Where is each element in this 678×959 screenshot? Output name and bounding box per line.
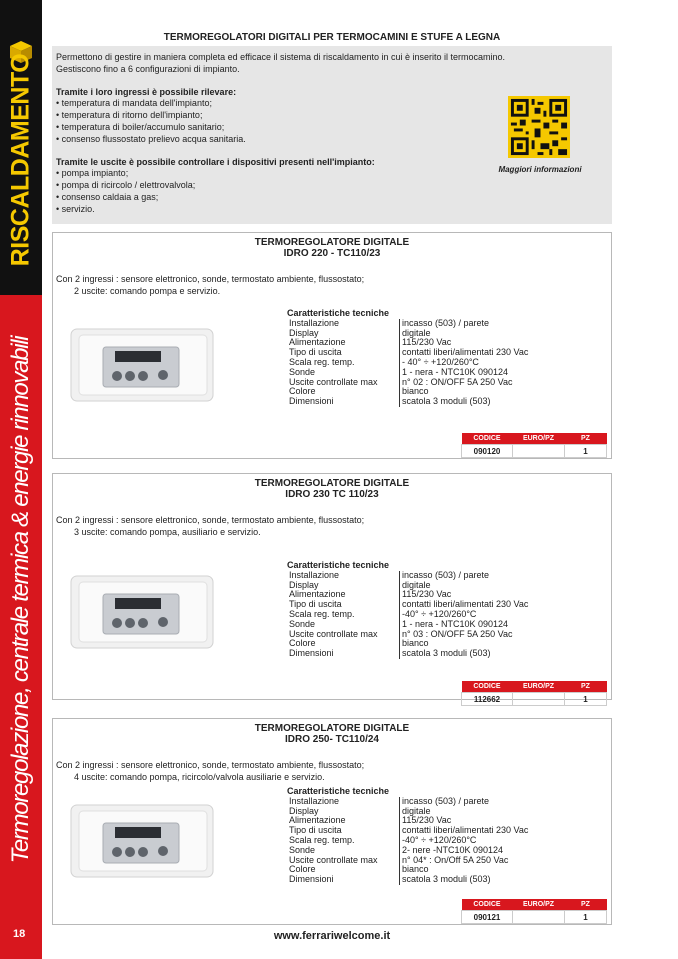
spec-key: Installazione: [287, 319, 400, 329]
spec-key: Uscite controllate max: [287, 630, 400, 640]
spec-value: - 40° ÷ +120/260°C: [402, 356, 479, 367]
spec-key: Colore: [287, 387, 400, 397]
spec-value: scatola 3 moduli (503): [402, 396, 491, 407]
spec-key: Colore: [287, 865, 400, 875]
product-code: 090121: [462, 911, 513, 924]
product-description: [56, 273, 364, 297]
qr-caption[interactable]: Maggiori informazioni: [498, 165, 582, 174]
spec-key: Sonde: [287, 620, 400, 630]
spec-table: [287, 571, 528, 659]
product-title: [53, 237, 611, 259]
spec-value: bianco: [402, 864, 429, 875]
qty-header: PZ: [565, 681, 607, 693]
spec-key: Sonde: [287, 368, 400, 378]
spec-block: [287, 561, 528, 659]
product-title-line1: TERMOREGOLATORE DIGITALE: [254, 723, 410, 734]
spec-value: 115/230 Vac: [402, 337, 452, 348]
order-table: [461, 433, 607, 458]
intro-panel: [52, 46, 612, 224]
spec-value: contatti liberi/alimentati 230 Vac: [402, 347, 529, 358]
spec-value: digitale: [402, 327, 431, 338]
spec-key: Tipo di uscita: [287, 348, 400, 358]
product-description: [56, 759, 364, 783]
product-outputs: 3 uscite: comando pompa, ausiliario e servizio.: [74, 527, 261, 537]
page-title: TERMOREGOLATORI DIGITALI PER TERMOCAMINI E STUFE A LEGNA: [163, 32, 501, 43]
product-model: IDRO 230 TC 110/23: [285, 489, 379, 500]
spec-value: 115/230 Vac: [402, 815, 452, 826]
detect-item: • consenso flussostato prelievo acqua sanitaria.: [56, 133, 246, 144]
detect-item: • temperatura di ritorno dell'impianto;: [56, 110, 203, 121]
spec-value: scatola 3 moduli (503): [402, 874, 491, 885]
spec-key: Dimensioni: [287, 875, 400, 885]
product-card: [52, 473, 612, 704]
spec-key: Scala reg. temp.: [287, 836, 400, 846]
spec-key: Dimensioni: [287, 397, 400, 407]
product-price: [513, 693, 565, 706]
spec-value: contatti liberi/alimentati 230 Vac: [402, 599, 529, 610]
code-header: CODICE: [462, 433, 513, 445]
spec-value: digitale: [402, 805, 431, 816]
spec-key: Display: [287, 807, 400, 817]
detect-item: • temperatura di mandata dell'impianto;: [56, 98, 212, 109]
product-outputs: 4 uscite: comando pompa, ricircolo/valvola ausiliarie e servizio.: [74, 772, 325, 782]
spec-table: [287, 319, 528, 407]
spec-value: bianco: [402, 638, 429, 649]
control-item: • consenso caldaia a gas;: [56, 191, 159, 202]
control-item: • pompa di ricircolo / elettrovalvola;: [56, 180, 196, 191]
product-price: [513, 911, 565, 924]
spec-key: Alimentazione: [287, 338, 400, 348]
spec-value: -40° ÷ +120/260°C: [402, 834, 477, 845]
spec-value: digitale: [402, 579, 431, 590]
spec-value: 2- nere -NTC10K 090124: [402, 844, 504, 855]
spec-key: Scala reg. temp.: [287, 610, 400, 620]
spec-value: contatti liberi/alimentati 230 Vac: [402, 825, 529, 836]
spec-key: Installazione: [287, 797, 400, 807]
product-title: [53, 478, 611, 500]
spec-key: Colore: [287, 639, 400, 649]
code-header: CODICE: [462, 899, 513, 911]
intro-text-1: Permettono di gestire in maniera completa ed efficace il sistema di riscaldamento in cui è inserito il termocamino.: [56, 52, 506, 62]
page-number: 18: [13, 928, 26, 940]
spec-key: Tipo di uscita: [287, 826, 400, 836]
spec-key: Installazione: [287, 571, 400, 581]
spec-key: Alimentazione: [287, 816, 400, 826]
spec-heading: Caratteristiche tecniche: [287, 308, 390, 318]
spec-key: Display: [287, 581, 400, 591]
spec-value: n° 03 : ON/OFF 5A 250 Vac: [402, 628, 513, 639]
qr-code-icon[interactable]: [508, 96, 570, 158]
spec-block: [287, 309, 528, 407]
sidebar-category: RISCALDAMENTO: [6, 53, 35, 267]
spec-heading: Caratteristiche tecniche: [287, 786, 390, 796]
spec-key: Display: [287, 329, 400, 339]
qty-header: PZ: [565, 899, 607, 911]
intro-text-2: Gestiscono fino a 6 configurazioni di impianto.: [56, 63, 240, 74]
thermostat-image: [69, 801, 215, 881]
control-title: Tramite le uscite è possibile controllare i dispositivi presenti nell'impianto:: [56, 156, 375, 167]
product-inputs: Con 2 ingressi : sensore elettronico, sonde, termostato ambiente, flussostato;: [56, 274, 365, 284]
thermostat-image: [69, 325, 215, 405]
qty-header: PZ: [565, 433, 607, 445]
spec-value: n° 04* : On/Off 5A 250 Vac: [402, 854, 509, 865]
product-price: [513, 445, 565, 458]
order-table: [461, 899, 607, 924]
spec-key: Sonde: [287, 846, 400, 856]
product-title-line1: TERMOREGOLATORE DIGITALE: [254, 478, 410, 489]
product-title-line1: TERMOREGOLATORE DIGITALE: [254, 237, 410, 248]
spec-key: Alimentazione: [287, 590, 400, 600]
thermostat-image: [69, 572, 215, 652]
price-header: EURO/PZ: [513, 899, 565, 911]
detect-title: Tramite i loro ingressi è possibile rilevare:: [56, 86, 237, 97]
product-code: 112662: [462, 693, 513, 706]
spec-value: bianco: [402, 386, 429, 397]
spec-heading: Caratteristiche tecniche: [287, 560, 390, 570]
spec-key: Tipo di uscita: [287, 600, 400, 610]
product-model: IDRO 220 - TC110/23: [283, 248, 381, 259]
spec-value: incasso (503) / parete: [402, 569, 490, 580]
spec-value: -40° ÷ +120/260°C: [402, 608, 477, 619]
code-header: CODICE: [462, 681, 513, 693]
control-item: • servizio.: [56, 203, 95, 214]
spec-value: 1 - nera - NTC10K 090124: [402, 366, 509, 377]
price-header: EURO/PZ: [513, 681, 565, 693]
spec-key: Uscite controllate max: [287, 378, 400, 388]
spec-table: [287, 797, 528, 885]
spec-key: Uscite controllate max: [287, 856, 400, 866]
website-link[interactable]: www.ferrariwelcome.it: [273, 930, 391, 942]
spec-value: n° 02 : ON/OFF 5A 250 Vac: [402, 376, 513, 387]
product-model: IDRO 250- TC110/24: [285, 734, 379, 745]
product-title: [53, 723, 611, 745]
product-qty: 1: [565, 445, 607, 458]
product-card: [52, 718, 612, 925]
sidebar-tagline: Termoregolazione, centrale termica & energie rinnovabili: [7, 336, 34, 864]
product-inputs: Con 2 ingressi : sensore elettronico, sonde, termostato ambiente, flussostato;: [56, 760, 365, 770]
spec-value: 1 - nera - NTC10K 090124: [402, 618, 509, 629]
price-header: EURO/PZ: [513, 433, 565, 445]
product-inputs: Con 2 ingressi : sensore elettronico, sonde, termostato ambiente, flussostato;: [56, 515, 365, 525]
spec-key: Scala reg. temp.: [287, 358, 400, 368]
product-description: [56, 514, 364, 538]
spec-block: [287, 787, 528, 885]
detect-item: • temperatura di boiler/accumulo sanitario;: [56, 121, 225, 132]
spec-value: incasso (503) / parete: [402, 317, 490, 328]
spec-value: 115/230 Vac: [402, 589, 452, 600]
product-code: 090120: [462, 445, 513, 458]
order-table: [461, 681, 607, 706]
spec-value: scatola 3 moduli (503): [402, 648, 491, 659]
product-outputs: 2 uscite: comando pompa e servizio.: [74, 286, 221, 296]
product-card: [52, 232, 612, 459]
product-qty: 1: [565, 693, 607, 706]
spec-key: Dimensioni: [287, 649, 400, 659]
control-item: • pompa impianto;: [56, 168, 129, 179]
spec-value: incasso (503) / parete: [402, 795, 490, 806]
product-qty: 1: [565, 911, 607, 924]
